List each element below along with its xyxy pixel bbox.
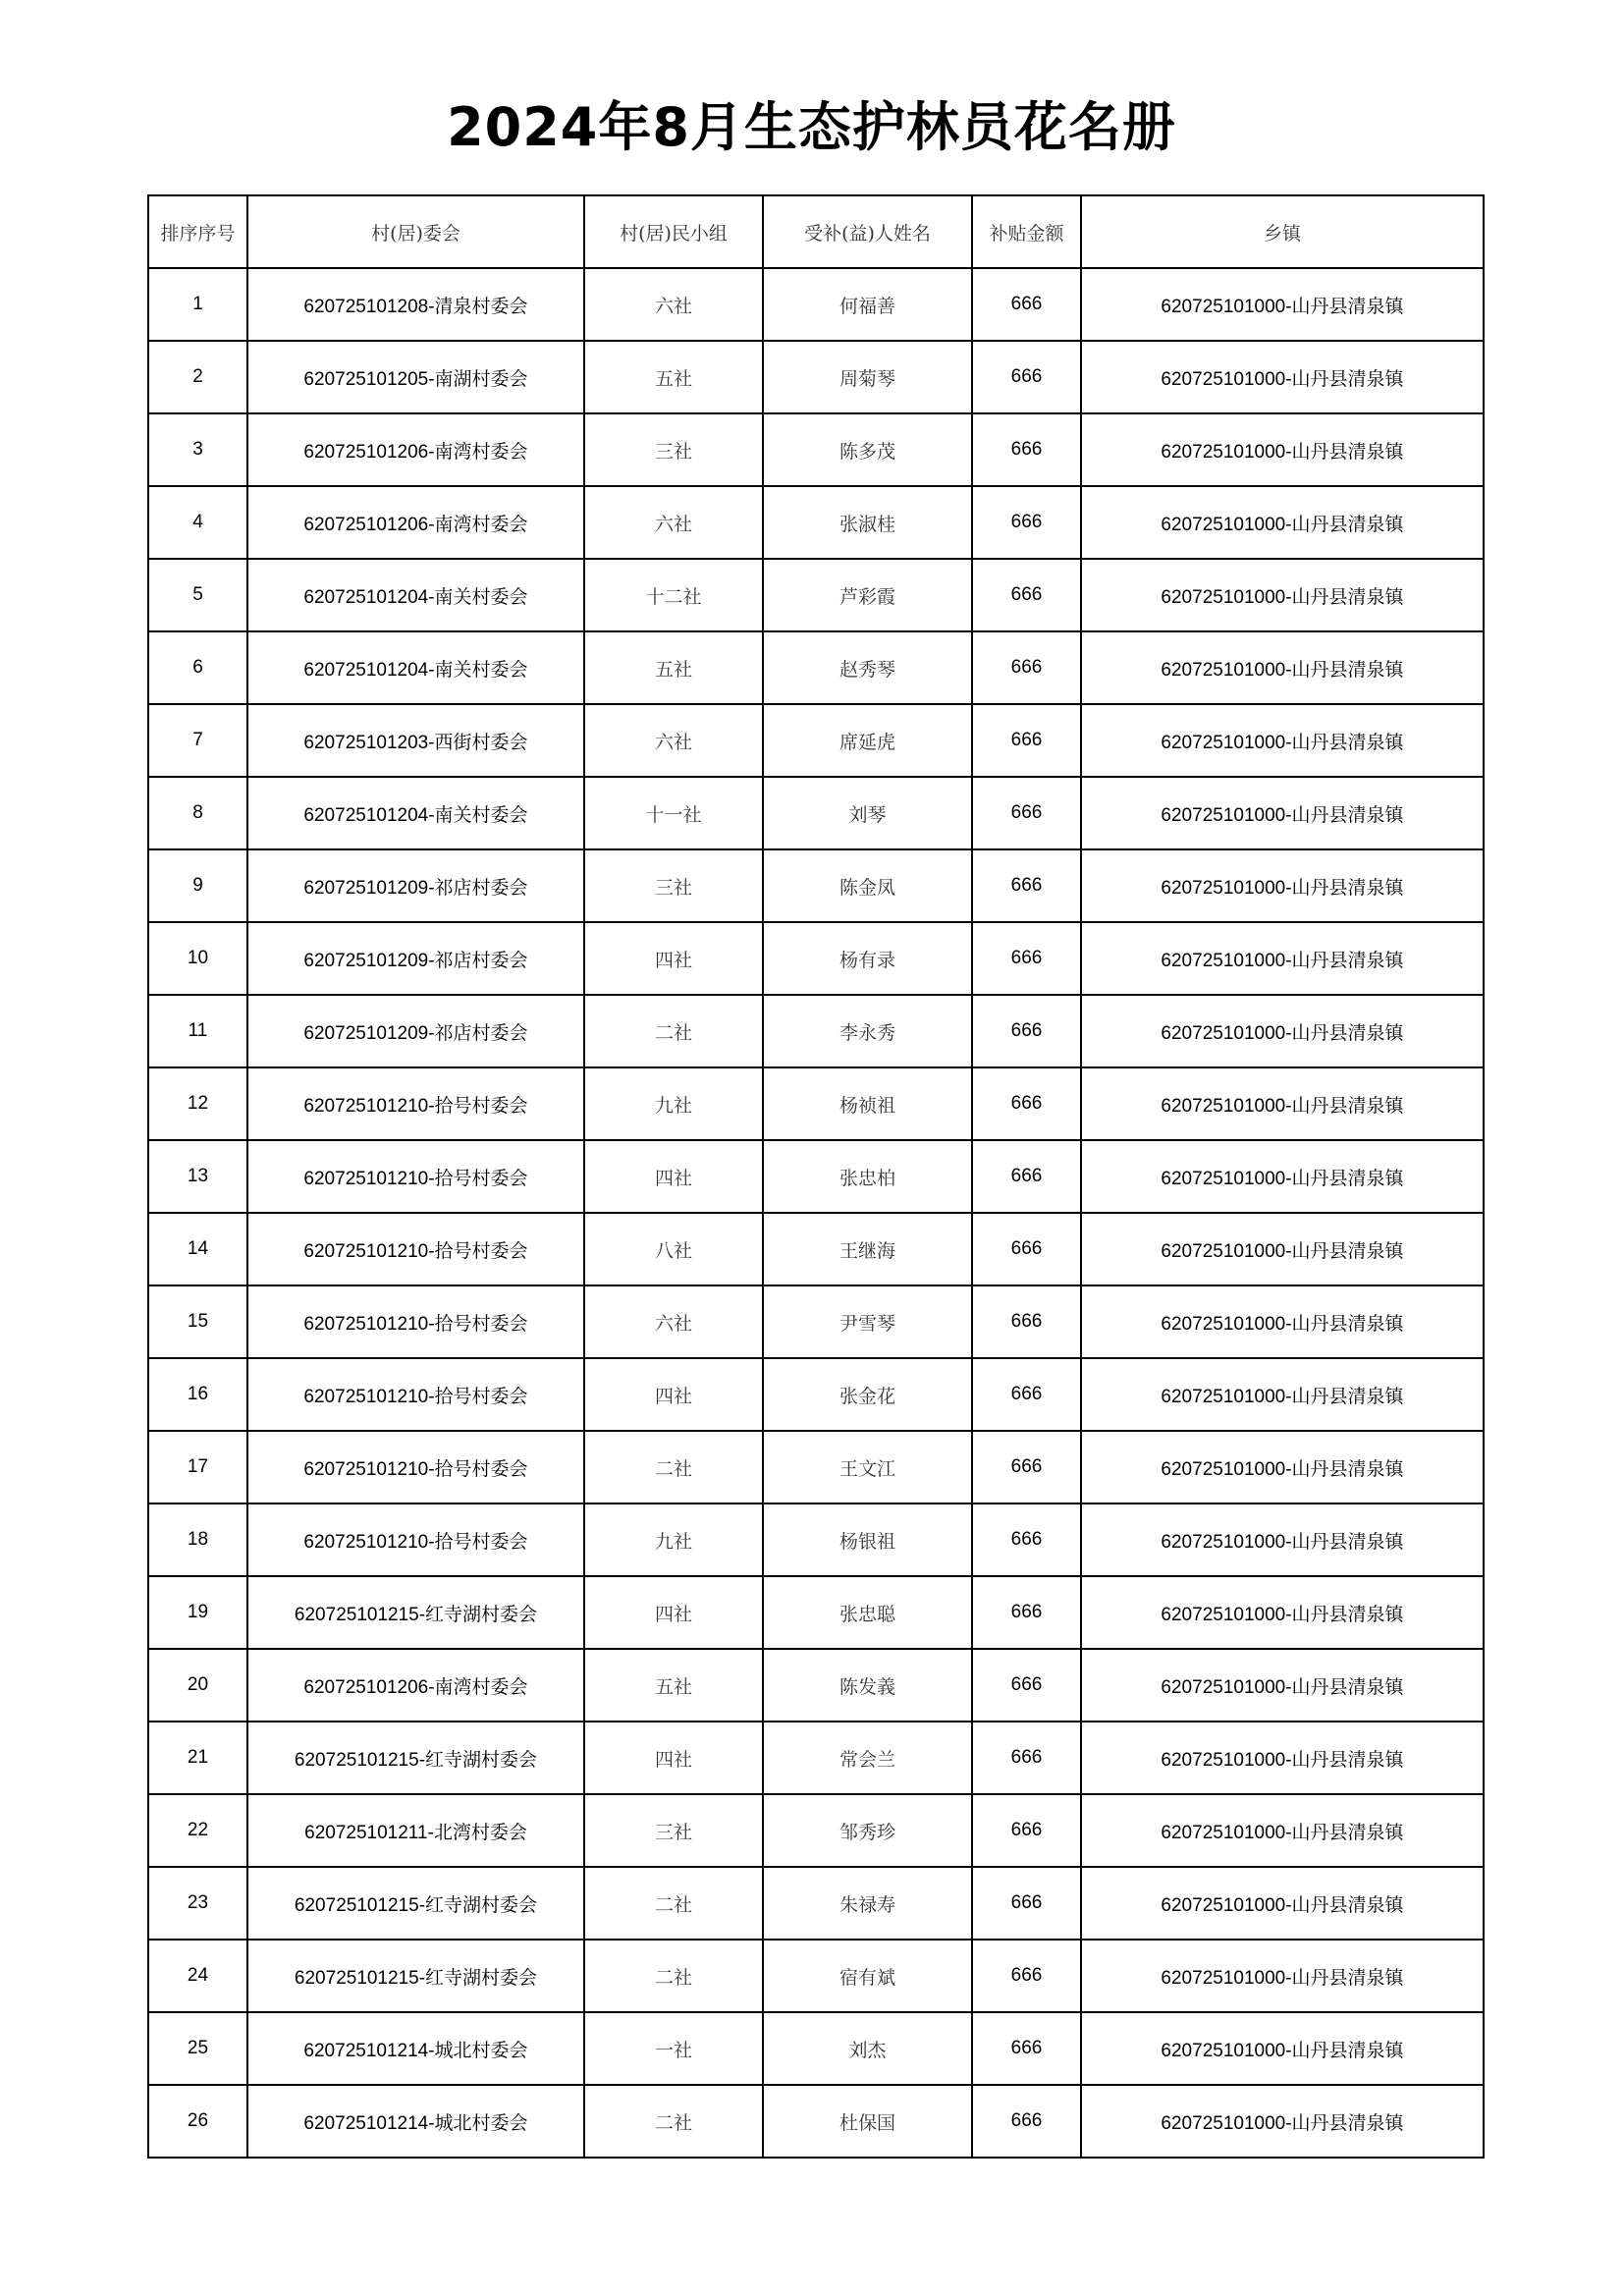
villager-group-cell: 八社 <box>584 1213 763 1285</box>
villager-group-cell: 一社 <box>584 2012 763 2085</box>
subsidy-amount-cell: 666 <box>972 1940 1081 2012</box>
township-cell: 620725101000-山丹县清泉镇 <box>1081 1067 1484 1140</box>
table-row <box>148 922 1484 995</box>
header-subsidy-amount: 补贴金额 <box>972 195 1081 268</box>
village-committee-cell: 620725101215-红寺湖村委会 <box>247 1867 584 1940</box>
subsidy-amount-cell: 666 <box>972 1358 1081 1431</box>
villager-group-cell: 三社 <box>584 413 763 486</box>
villager-group-cell: 六社 <box>584 1285 763 1358</box>
villager-group-cell: 十一社 <box>584 777 763 849</box>
villager-group-cell: 三社 <box>584 1794 763 1867</box>
table-row <box>148 1503 1484 1576</box>
serial-cell: 5 <box>148 559 247 631</box>
table-row <box>148 1867 1484 1940</box>
table-row <box>148 1213 1484 1285</box>
serial-cell: 15 <box>148 1285 247 1358</box>
villager-group-cell: 六社 <box>584 704 763 777</box>
township-cell: 620725101000-山丹县清泉镇 <box>1081 2012 1484 2085</box>
township-cell: 620725101000-山丹县清泉镇 <box>1081 1940 1484 2012</box>
subsidy-amount-cell: 666 <box>972 1285 1081 1358</box>
subsidy-amount-cell: 666 <box>972 1140 1081 1213</box>
township-cell: 620725101000-山丹县清泉镇 <box>1081 413 1484 486</box>
village-committee-cell: 620725101204-南关村委会 <box>247 631 584 704</box>
serial-cell: 10 <box>148 922 247 995</box>
table-row <box>148 486 1484 559</box>
subsidy-amount-cell: 666 <box>972 2012 1081 2085</box>
table-row <box>148 1358 1484 1431</box>
table-row <box>148 704 1484 777</box>
beneficiary-name-cell: 朱禄寿 <box>763 1867 972 1940</box>
serial-cell: 3 <box>148 413 247 486</box>
township-cell: 620725101000-山丹县清泉镇 <box>1081 1431 1484 1503</box>
subsidy-amount-cell: 666 <box>972 704 1081 777</box>
serial-cell: 22 <box>148 1794 247 1867</box>
beneficiary-name-cell: 尹雪琴 <box>763 1285 972 1358</box>
township-cell: 620725101000-山丹县清泉镇 <box>1081 486 1484 559</box>
subsidy-amount-cell: 666 <box>972 777 1081 849</box>
header-beneficiary-name: 受补(益)人姓名 <box>763 195 972 268</box>
subsidy-amount-cell: 666 <box>972 922 1081 995</box>
table-row <box>148 1431 1484 1503</box>
header-village-committee: 村(居)委会 <box>247 195 584 268</box>
serial-cell: 19 <box>148 1576 247 1649</box>
township-cell: 620725101000-山丹县清泉镇 <box>1081 1722 1484 1794</box>
subsidy-amount-cell: 666 <box>972 849 1081 922</box>
table-row <box>148 268 1484 341</box>
serial-cell: 7 <box>148 704 247 777</box>
village-committee-cell: 620725101210-拾号村委会 <box>247 1503 584 1576</box>
serial-cell: 12 <box>148 1067 247 1140</box>
village-committee-cell: 620725101204-南关村委会 <box>247 777 584 849</box>
villager-group-cell: 九社 <box>584 1503 763 1576</box>
header-township: 乡镇 <box>1081 195 1484 268</box>
serial-cell: 18 <box>148 1503 247 1576</box>
beneficiary-name-cell: 周菊琴 <box>763 341 972 413</box>
village-committee-cell: 620725101210-拾号村委会 <box>247 1431 584 1503</box>
township-cell: 620725101000-山丹县清泉镇 <box>1081 1140 1484 1213</box>
village-committee-cell: 620725101210-拾号村委会 <box>247 1140 584 1213</box>
villager-group-cell: 四社 <box>584 922 763 995</box>
village-committee-cell: 620725101210-拾号村委会 <box>247 1067 584 1140</box>
table-row <box>148 995 1484 1067</box>
township-cell: 620725101000-山丹县清泉镇 <box>1081 922 1484 995</box>
beneficiary-name-cell: 王文江 <box>763 1431 972 1503</box>
villager-group-cell: 五社 <box>584 341 763 413</box>
roster-table <box>147 194 1485 2159</box>
township-cell: 620725101000-山丹县清泉镇 <box>1081 1213 1484 1285</box>
subsidy-amount-cell: 666 <box>972 486 1081 559</box>
beneficiary-name-cell: 张忠聪 <box>763 1576 972 1649</box>
header-serial: 排序序号 <box>148 195 247 268</box>
township-cell: 620725101000-山丹县清泉镇 <box>1081 1285 1484 1358</box>
serial-cell: 25 <box>148 2012 247 2085</box>
table-row <box>148 559 1484 631</box>
serial-cell: 13 <box>148 1140 247 1213</box>
village-committee-cell: 620725101214-城北村委会 <box>247 2012 584 2085</box>
table-row <box>148 413 1484 486</box>
subsidy-amount-cell: 666 <box>972 1213 1081 1285</box>
township-cell: 620725101000-山丹县清泉镇 <box>1081 631 1484 704</box>
subsidy-amount-cell: 666 <box>972 1503 1081 1576</box>
table-row <box>148 1722 1484 1794</box>
village-committee-cell: 620725101210-拾号村委会 <box>247 1213 584 1285</box>
subsidy-amount-cell: 666 <box>972 1867 1081 1940</box>
table-row <box>148 1649 1484 1722</box>
villager-group-cell: 二社 <box>584 2085 763 2158</box>
township-cell: 620725101000-山丹县清泉镇 <box>1081 1503 1484 1576</box>
beneficiary-name-cell: 李永秀 <box>763 995 972 1067</box>
table-row <box>148 2012 1484 2085</box>
village-committee-cell: 620725101210-拾号村委会 <box>247 1285 584 1358</box>
village-committee-cell: 620725101206-南湾村委会 <box>247 1649 584 1722</box>
header-villager-group: 村(居)民小组 <box>584 195 763 268</box>
beneficiary-name-cell: 刘杰 <box>763 2012 972 2085</box>
serial-cell: 2 <box>148 341 247 413</box>
township-cell: 620725101000-山丹县清泉镇 <box>1081 849 1484 922</box>
township-cell: 620725101000-山丹县清泉镇 <box>1081 1358 1484 1431</box>
village-committee-cell: 620725101209-祁店村委会 <box>247 849 584 922</box>
subsidy-amount-cell: 666 <box>972 1431 1081 1503</box>
villager-group-cell: 二社 <box>584 995 763 1067</box>
table-row <box>148 2085 1484 2158</box>
serial-cell: 9 <box>148 849 247 922</box>
serial-cell: 1 <box>148 268 247 341</box>
subsidy-amount-cell: 666 <box>972 268 1081 341</box>
table-row <box>148 1940 1484 2012</box>
serial-cell: 8 <box>148 777 247 849</box>
subsidy-amount-cell: 666 <box>972 2085 1081 2158</box>
township-cell: 620725101000-山丹县清泉镇 <box>1081 1649 1484 1722</box>
village-committee-cell: 620725101204-南关村委会 <box>247 559 584 631</box>
villager-group-cell: 六社 <box>584 486 763 559</box>
beneficiary-name-cell: 何福善 <box>763 268 972 341</box>
village-committee-cell: 620725101208-清泉村委会 <box>247 268 584 341</box>
beneficiary-name-cell: 刘琴 <box>763 777 972 849</box>
table-row <box>148 777 1484 849</box>
village-committee-cell: 620725101209-祁店村委会 <box>247 922 584 995</box>
village-committee-cell: 620725101206-南湾村委会 <box>247 486 584 559</box>
beneficiary-name-cell: 常会兰 <box>763 1722 972 1794</box>
township-cell: 620725101000-山丹县清泉镇 <box>1081 1794 1484 1867</box>
township-cell: 620725101000-山丹县清泉镇 <box>1081 559 1484 631</box>
township-cell: 620725101000-山丹县清泉镇 <box>1081 268 1484 341</box>
township-cell: 620725101000-山丹县清泉镇 <box>1081 995 1484 1067</box>
table-row <box>148 341 1484 413</box>
villager-group-cell: 二社 <box>584 1431 763 1503</box>
subsidy-amount-cell: 666 <box>972 1576 1081 1649</box>
beneficiary-name-cell: 张金花 <box>763 1358 972 1431</box>
village-committee-cell: 620725101215-红寺湖村委会 <box>247 1576 584 1649</box>
serial-cell: 6 <box>148 631 247 704</box>
villager-group-cell: 四社 <box>584 1358 763 1431</box>
township-cell: 620725101000-山丹县清泉镇 <box>1081 2085 1484 2158</box>
township-cell: 620725101000-山丹县清泉镇 <box>1081 341 1484 413</box>
serial-cell: 24 <box>148 1940 247 2012</box>
subsidy-amount-cell: 666 <box>972 1722 1081 1794</box>
beneficiary-name-cell: 陈多茂 <box>763 413 972 486</box>
beneficiary-name-cell: 邹秀珍 <box>763 1794 972 1867</box>
villager-group-cell: 五社 <box>584 631 763 704</box>
village-committee-cell: 620725101215-红寺湖村委会 <box>247 1722 584 1794</box>
beneficiary-name-cell: 杨银祖 <box>763 1503 972 1576</box>
villager-group-cell: 四社 <box>584 1140 763 1213</box>
table-row <box>148 849 1484 922</box>
table-header-row <box>148 195 1484 268</box>
villager-group-cell: 六社 <box>584 268 763 341</box>
villager-group-cell: 九社 <box>584 1067 763 1140</box>
serial-cell: 20 <box>148 1649 247 1722</box>
serial-cell: 4 <box>148 486 247 559</box>
serial-cell: 21 <box>148 1722 247 1794</box>
villager-group-cell: 三社 <box>584 849 763 922</box>
villager-group-cell: 二社 <box>584 1940 763 2012</box>
subsidy-amount-cell: 666 <box>972 631 1081 704</box>
beneficiary-name-cell: 宿有斌 <box>763 1940 972 2012</box>
villager-group-cell: 五社 <box>584 1649 763 1722</box>
village-committee-cell: 620725101215-红寺湖村委会 <box>247 1940 584 2012</box>
beneficiary-name-cell: 杨祯祖 <box>763 1067 972 1140</box>
page-title: 2024年8月生态护林员花名册 <box>447 96 1176 158</box>
township-cell: 620725101000-山丹县清泉镇 <box>1081 1576 1484 1649</box>
subsidy-amount-cell: 666 <box>972 341 1081 413</box>
table-row <box>148 1285 1484 1358</box>
table-row <box>148 631 1484 704</box>
beneficiary-name-cell: 芦彩霞 <box>763 559 972 631</box>
serial-cell: 11 <box>148 995 247 1067</box>
township-cell: 620725101000-山丹县清泉镇 <box>1081 1867 1484 1940</box>
serial-cell: 14 <box>148 1213 247 1285</box>
beneficiary-name-cell: 陈发義 <box>763 1649 972 1722</box>
table-row <box>148 1576 1484 1649</box>
village-committee-cell: 620725101209-祁店村委会 <box>247 995 584 1067</box>
beneficiary-name-cell: 杨有录 <box>763 922 972 995</box>
village-committee-cell: 620725101210-拾号村委会 <box>247 1358 584 1431</box>
table-row <box>148 1140 1484 1213</box>
village-committee-cell: 620725101205-南湖村委会 <box>247 341 584 413</box>
village-committee-cell: 620725101211-北湾村委会 <box>247 1794 584 1867</box>
villager-group-cell: 四社 <box>584 1722 763 1794</box>
beneficiary-name-cell: 张忠柏 <box>763 1140 972 1213</box>
beneficiary-name-cell: 王继海 <box>763 1213 972 1285</box>
serial-cell: 16 <box>148 1358 247 1431</box>
beneficiary-name-cell: 张淑桂 <box>763 486 972 559</box>
serial-cell: 23 <box>148 1867 247 1940</box>
table-row <box>148 1067 1484 1140</box>
subsidy-amount-cell: 666 <box>972 1649 1081 1722</box>
villager-group-cell: 十二社 <box>584 559 763 631</box>
beneficiary-name-cell: 赵秀琴 <box>763 631 972 704</box>
subsidy-amount-cell: 666 <box>972 413 1081 486</box>
table-row <box>148 1794 1484 1867</box>
village-committee-cell: 620725101214-城北村委会 <box>247 2085 584 2158</box>
township-cell: 620725101000-山丹县清泉镇 <box>1081 777 1484 849</box>
beneficiary-name-cell: 陈金凤 <box>763 849 972 922</box>
subsidy-amount-cell: 666 <box>972 1794 1081 1867</box>
subsidy-amount-cell: 666 <box>972 559 1081 631</box>
serial-cell: 17 <box>148 1431 247 1503</box>
table-body <box>148 268 1484 2158</box>
serial-cell: 26 <box>148 2085 247 2158</box>
subsidy-amount-cell: 666 <box>972 995 1081 1067</box>
beneficiary-name-cell: 席延虎 <box>763 704 972 777</box>
villager-group-cell: 二社 <box>584 1867 763 1940</box>
subsidy-amount-cell: 666 <box>972 1067 1081 1140</box>
township-cell: 620725101000-山丹县清泉镇 <box>1081 704 1484 777</box>
village-committee-cell: 620725101203-西街村委会 <box>247 704 584 777</box>
beneficiary-name-cell: 杜保国 <box>763 2085 972 2158</box>
villager-group-cell: 四社 <box>584 1576 763 1649</box>
village-committee-cell: 620725101206-南湾村委会 <box>247 413 584 486</box>
